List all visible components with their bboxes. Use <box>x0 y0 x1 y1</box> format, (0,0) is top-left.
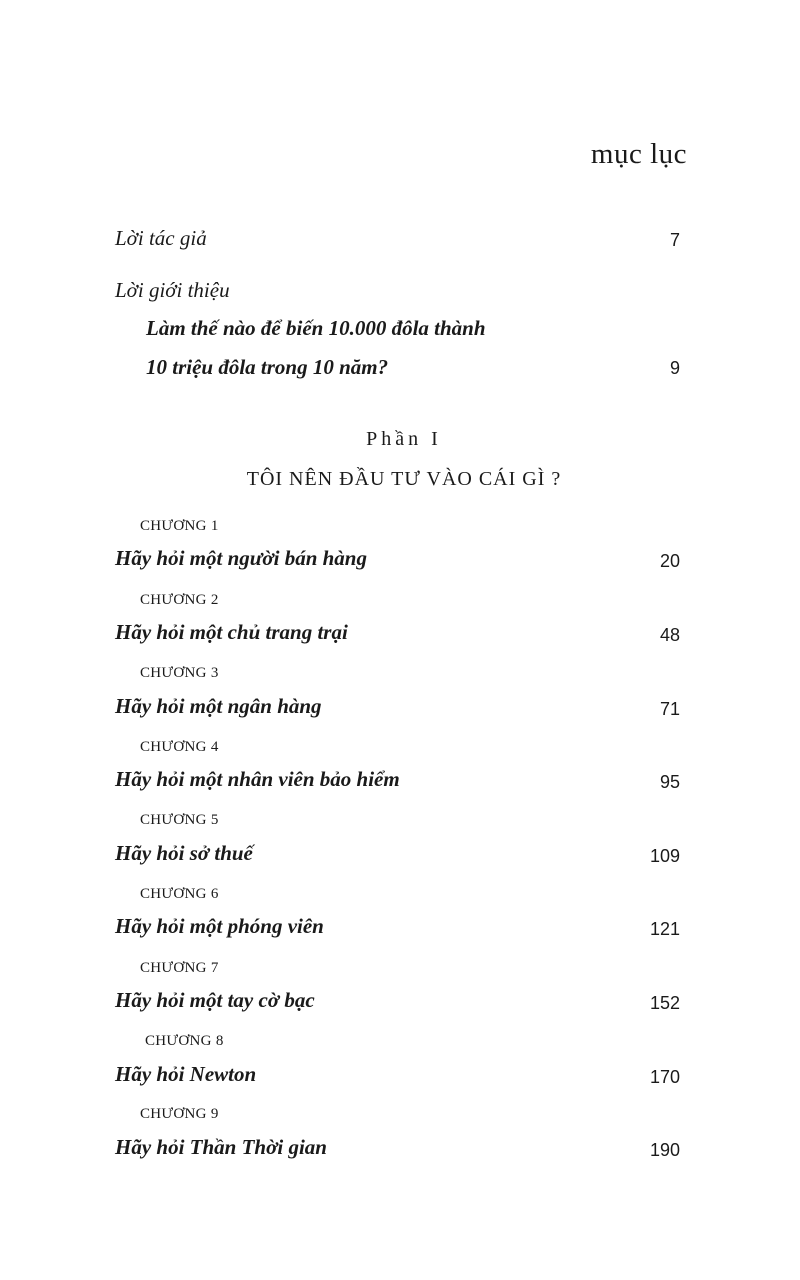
chapter-title: Hãy hỏi một chủ trang trại <box>115 620 348 644</box>
toc-entry-introduction: Lời giới thiệu <box>115 278 230 302</box>
chapter-title: Hãy hỏi một tay cờ bạc <box>115 988 315 1012</box>
chapter-label: CHƯƠNG 7 <box>140 960 219 976</box>
page-number: 48 <box>659 625 680 645</box>
chapter-title: Hãy hỏi một nhân viên bảo hiểm <box>115 767 400 791</box>
page-number: 9 <box>669 358 680 378</box>
chapter-label: CHƯƠNG 4 <box>140 739 219 755</box>
chapter-title: Hãy hỏi một ngân hàng <box>115 694 322 718</box>
chapter-label: CHƯƠNG 3 <box>140 665 219 681</box>
chapter-label: CHƯƠNG 2 <box>140 592 219 608</box>
page-title: mục lục <box>590 138 687 170</box>
chapter-title: Hãy hỏi sở thuế <box>115 841 253 865</box>
chapter-title: Hãy hỏi một phóng viên <box>115 914 324 938</box>
introduction-subtitle-line2: 10 triệu đôla trong 10 năm? <box>146 355 389 379</box>
page-number: 109 <box>649 846 680 866</box>
chapter-title: Hãy hỏi một người bán hàng <box>115 546 367 570</box>
page-number: 190 <box>649 1140 680 1160</box>
part-label: Phần I <box>366 428 442 450</box>
chapter-label: CHƯƠNG 1 <box>140 518 219 534</box>
page-number: 7 <box>669 230 680 250</box>
chapter-title: Hãy hỏi Thần Thời gian <box>115 1135 327 1159</box>
part-title: TÔI NÊN ĐẦU TƯ VÀO CÁI GÌ ? <box>246 468 562 490</box>
toc-entry-author-note: Lời tác giả <box>115 226 207 250</box>
page-number: 20 <box>659 551 680 571</box>
chapter-label: CHƯƠNG 8 <box>145 1033 224 1049</box>
page-number: 95 <box>659 772 680 792</box>
page-number: 152 <box>649 993 680 1013</box>
chapter-title: Hãy hỏi Newton <box>115 1062 257 1086</box>
chapter-label: CHƯƠNG 6 <box>140 886 219 902</box>
page-number: 71 <box>659 699 680 719</box>
chapter-label: CHƯƠNG 9 <box>140 1106 219 1122</box>
introduction-subtitle-line1: Làm thế nào để biến 10.000 đôla thành <box>146 316 486 340</box>
page-number: 121 <box>649 919 680 939</box>
page-number: 170 <box>649 1067 680 1087</box>
chapter-label: CHƯƠNG 5 <box>140 812 219 828</box>
